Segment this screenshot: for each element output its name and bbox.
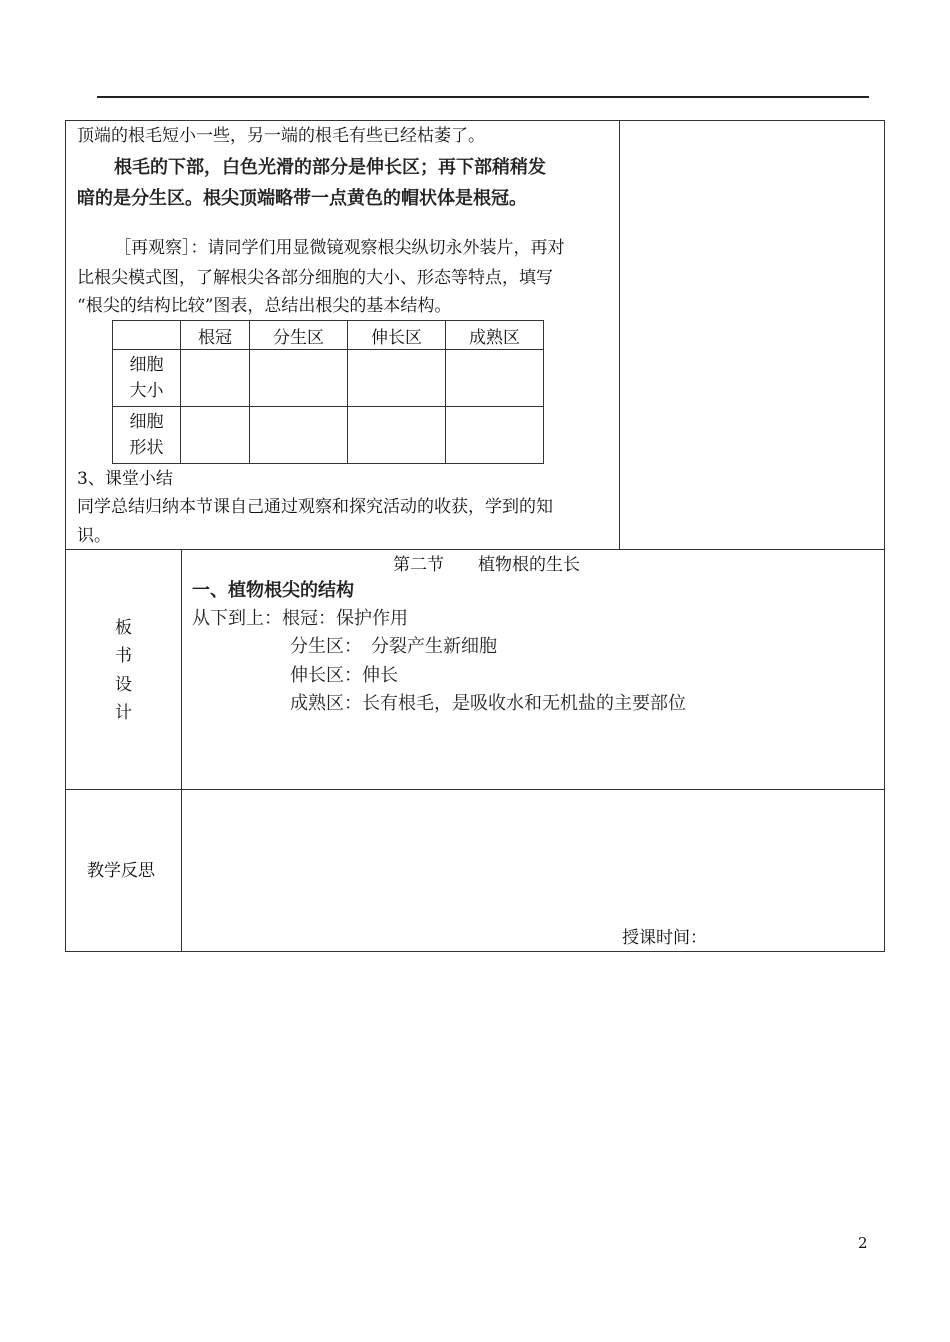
header-cell-meristem: 分生区 (250, 321, 348, 350)
bold-line-2: 暗的是分生区。根尖顶端略带一点黄色的帽状体是根冠。 (77, 188, 527, 209)
lesson-time-label: 授课时间： (622, 928, 707, 948)
summary-heading: 3、课堂小结 (77, 469, 173, 489)
blank-cell (348, 350, 446, 407)
observe-line-3: “根尖的结构比较”图表，总结出根尖的基本结构。 (77, 296, 452, 316)
summary-line-2: 识。 (77, 526, 111, 546)
blank-cell (181, 350, 250, 407)
row-label (113, 350, 181, 407)
comparison-table (112, 320, 544, 464)
board-label-char: 设 (115, 675, 132, 695)
observe-line-2: 比根尖模式图，了解根尖各部分细胞的大小、形态等特点，填写 (77, 268, 553, 288)
board-line-2: 分生区： 分裂产生新细胞 (290, 636, 497, 657)
board-line-1: 从下到上：根冠：保护作用 (192, 608, 408, 629)
label-column-divider (181, 549, 182, 952)
upper-divider (619, 120, 620, 550)
header-cell-elongation: 伸长区 (348, 321, 446, 350)
board-line-4: 成熟区：长有根毛，是吸收水和无机盐的主要部位 (290, 693, 686, 714)
blank-cell (250, 350, 348, 407)
board-label-char: 计 (115, 703, 132, 723)
blank-cell (181, 407, 250, 464)
row-label (113, 407, 181, 464)
board-title: 第二节 植物根的生长 (393, 555, 580, 575)
header-rule (97, 96, 869, 98)
row-divider-2 (65, 789, 885, 790)
page-number: 2 (858, 1234, 868, 1252)
reflection-label: 教学反思 (87, 861, 155, 881)
blank-cell (250, 407, 348, 464)
board-line-3: 伸长区：伸长 (290, 665, 398, 686)
summary-line-1: 同学总结归纳本节课自己通过观察和探究活动的收获，学到的知 (77, 497, 553, 517)
row-label-line: 大小 (129, 381, 164, 401)
observe-line-1: ［再观察］：请同学们用显微镜观察根尖纵切永外装片，再对 (114, 238, 565, 258)
board-label-char: 书 (115, 646, 132, 666)
text-line-1: 顶端的根毛短小一些，另一端的根毛有些已经枯萎了。 (77, 126, 485, 146)
blank-cell (348, 407, 446, 464)
blank-cell (446, 407, 544, 464)
board-heading: 一、植物根尖的结构 (192, 580, 354, 601)
header-cell-empty (113, 321, 181, 350)
blank-cell (446, 350, 544, 407)
board-label-char: 板 (115, 618, 132, 638)
table-row (113, 350, 544, 407)
row-label-line: 细胞 (129, 355, 164, 375)
table-row (113, 407, 544, 464)
bold-line-1: 根毛的下部，白色光滑的部分是伸长区；再下部稍稍发 (114, 157, 546, 178)
header-cell-maturation: 成熟区 (446, 321, 544, 350)
row-divider-1 (65, 549, 885, 550)
row-label-line: 细胞 (129, 412, 164, 432)
row-label-line: 形状 (129, 438, 164, 458)
header-cell-root-cap: 根冠 (181, 321, 250, 350)
